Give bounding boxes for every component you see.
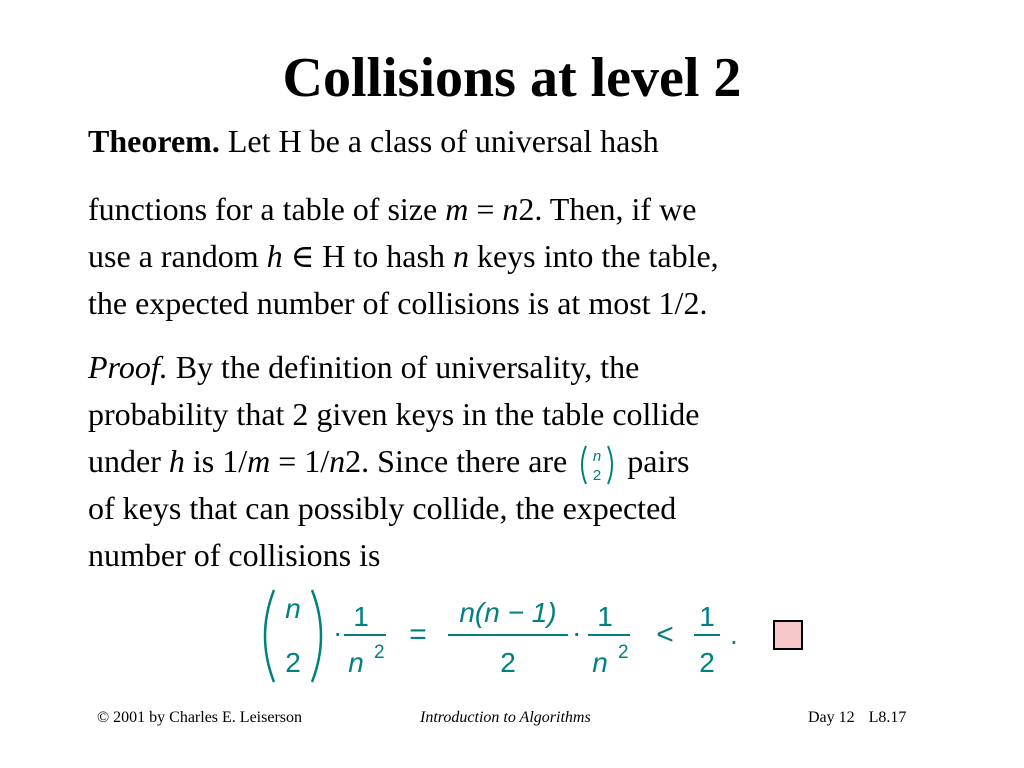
proof-text: By the definition of universality, the	[167, 349, 640, 385]
frac1-denominator: n	[348, 647, 364, 678]
theorem-line-4: the expected number of collisions is at most 1/2.	[88, 285, 708, 321]
binom-left-paren	[265, 590, 274, 682]
mult-dot-1: ·	[333, 617, 343, 648]
binom-right-paren	[312, 590, 321, 682]
theorem-text: ∈ H to hash	[282, 238, 453, 274]
frac1-bar	[344, 634, 386, 636]
frac3-bar	[588, 634, 630, 636]
frac2-numerator: n(n − 1)	[459, 597, 557, 628]
less-than-sign: <	[656, 618, 674, 651]
equals-sign: =	[409, 618, 427, 651]
var-m: m	[247, 443, 271, 479]
proof-line-1	[88, 344, 948, 391]
proof-text: = 1/	[270, 443, 330, 479]
var-n: n	[452, 238, 469, 274]
frac2-bar	[448, 634, 568, 636]
inline-binom-bottom: 2	[593, 466, 602, 484]
frac1-numerator: 1	[353, 601, 369, 632]
footer-day: Day 12	[808, 709, 855, 726]
frac3-numerator: 1	[597, 601, 613, 632]
inline-binomial	[577, 443, 617, 487]
frac4-numerator: 1	[699, 601, 715, 632]
theorem-body	[88, 186, 948, 327]
theorem-text: =	[468, 191, 503, 227]
frac1-exponent: 2	[374, 642, 385, 663]
var-n: n	[329, 443, 346, 479]
proof-text: under	[88, 443, 169, 479]
qed-box	[773, 620, 803, 650]
binom-bottom: 2	[285, 647, 301, 678]
proof-body	[88, 344, 948, 579]
proof-text: is 1/	[184, 443, 248, 479]
theorem-text: Let H be a class of universal hash	[219, 123, 659, 159]
var-h: h	[266, 238, 283, 274]
theorem-text: keys into the table,	[468, 238, 719, 274]
footer-slide-info	[808, 708, 906, 728]
theorem-text: use a random	[88, 238, 267, 274]
theorem-line-2	[88, 186, 948, 233]
inline-binom-top: n	[593, 447, 602, 465]
frac4-denominator: 2	[699, 647, 715, 678]
theorem-line-3	[88, 233, 948, 280]
proof-line-5: number of collisions is	[88, 537, 381, 573]
frac3-exponent: 2	[618, 642, 629, 663]
slide-title: Collisions at level 2	[282, 47, 742, 109]
proof-line-2: probability that 2 given keys in the table collide	[88, 396, 700, 432]
frac4-bar	[694, 634, 720, 636]
var-n: n	[502, 191, 519, 227]
theorem-text: 2. Then, if we	[518, 191, 697, 227]
proof-label: Proof.	[88, 349, 168, 385]
var-h: h	[168, 443, 185, 479]
footer-copyright: © 2001 by Charles E. Leiserson	[97, 709, 303, 726]
formula-period: .	[730, 619, 738, 650]
expected-collisions-formula	[258, 586, 758, 686]
binom-top: n	[285, 593, 301, 624]
proof-text: 2. Since there are	[345, 443, 576, 479]
theorem-text: functions for a table of size	[88, 191, 446, 227]
theorem-label: Theorem.	[88, 123, 220, 159]
var-m: m	[445, 191, 469, 227]
mult-dot-2: ·	[572, 617, 582, 648]
proof-line-3	[88, 438, 948, 485]
theorem-first-line	[88, 118, 948, 165]
proof-text: pairs	[619, 443, 690, 479]
frac3-denominator: n	[592, 647, 608, 678]
footer-course: Introduction to Algorithms	[420, 709, 591, 726]
footer-slide-number: L8.17	[868, 709, 907, 726]
proof-line-4: of keys that can possibly collide, the expected	[88, 490, 677, 526]
frac2-denominator: 2	[500, 647, 516, 678]
